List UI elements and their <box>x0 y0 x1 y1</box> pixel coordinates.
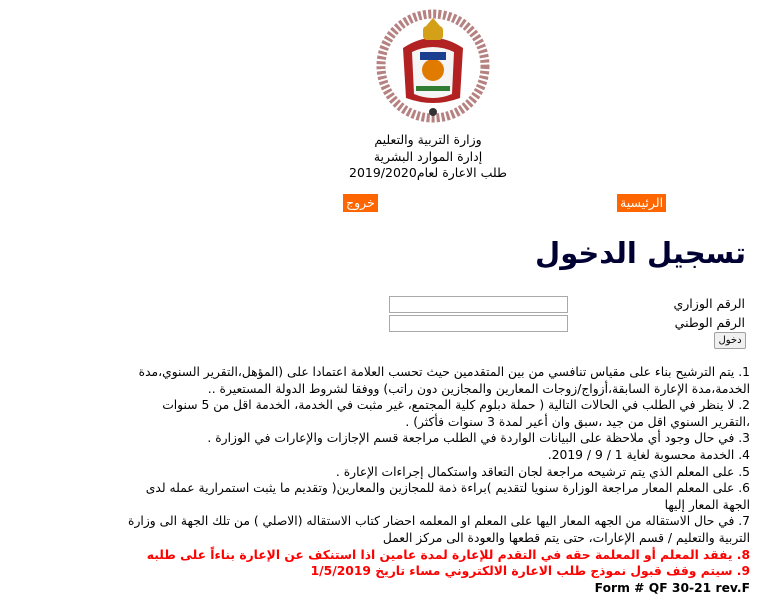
warning-item: 9. سيتم وقف قبول نموذج طلب الاعارة الالكتروني مساء تاريخ 1/5/2019 <box>310 564 750 579</box>
warning-item: 8. يفقد المعلم أو المعلمة حقه في التقدم للإعارة لمدة عامين اذا استنكف عن الإعارة بناءاً على طلبه <box>146 547 750 562</box>
note-item: 3. في حال وجود أي ملاحظة على البيانات الواردة في الطلب مراجعة قسم الإجازات والإعارات في الوزارة . <box>207 431 750 446</box>
instructions-list <box>122 364 750 596</box>
note-item: 2. لا ينظر في الطلب في الحالات التالية ( حملة دبلوم كلية المجتمع، غير مثبت في الخدمة، الخدمة اقل من 5 سنوات ،التقرير السنوي اقل من جيد ،سبق وان أعير لمدة 3 سنوات فأكثر) . <box>162 398 750 429</box>
ministry-name: وزارة التربية والتعليم <box>374 132 482 147</box>
logout-button[interactable]: خروج <box>343 194 378 212</box>
note-item: 7. في حال الاستقاله من الجهه المعار اليها على المعلم او المعلمه احضار كتاب الاستقاله (الاصلي ) من تلك الجهة الى وزارة التربية والتعليم / قسم الإعارات، حتى يتم قطعها والعودة الى مركز العمل <box>128 514 750 545</box>
national-number-input[interactable] <box>389 315 568 332</box>
home-button[interactable]: الرئيسية <box>617 194 666 212</box>
ministry-number-input[interactable] <box>389 296 568 313</box>
page-title: تسجيل الدخول <box>535 236 746 270</box>
note-item: 5. على المعلم الذي يتم ترشيحه مراجعة لجان التعاقد واستكمال إجراءات الإعارة . <box>335 464 750 479</box>
national-number-label: الرقم الوطني <box>674 315 745 330</box>
ministry-emblem-logo <box>368 8 498 126</box>
note-item: 4. الخدمة محسوبة لغاية 1 / 9 / 2019. <box>547 447 750 462</box>
ministry-number-label: الرقم الوزاري <box>673 296 745 311</box>
page-header <box>300 132 556 182</box>
department-name: إدارة الموارد البشرية <box>373 148 483 164</box>
note-item: 6. على المعلم المعار مراجعة الوزارة سنويا لتقديم )براءة ذمة للمجازين والمعارين( وتقديم ما يثبت استمرارية عمله لدى الجهة المعار إليها <box>145 481 750 512</box>
form-code: Form # QF 30-21 rev.F <box>594 580 750 595</box>
login-button[interactable]: دخول <box>714 332 746 349</box>
note-item: 1. يتم الترشيح بناء على مقياس تنافسي من بين المتقدمين حيث تحسب العلامة اعتمادا على (المؤهل،التقرير السنوي،مدة الخدمة،مدة الإعارة السابقة،أزواج/زوجات المعارين والمجازين دون راتب) ووفقا لشروط الدولة المستعيرة .. <box>138 365 750 396</box>
form-title: طلب الاعارة لعام2019/2020 <box>349 165 507 180</box>
